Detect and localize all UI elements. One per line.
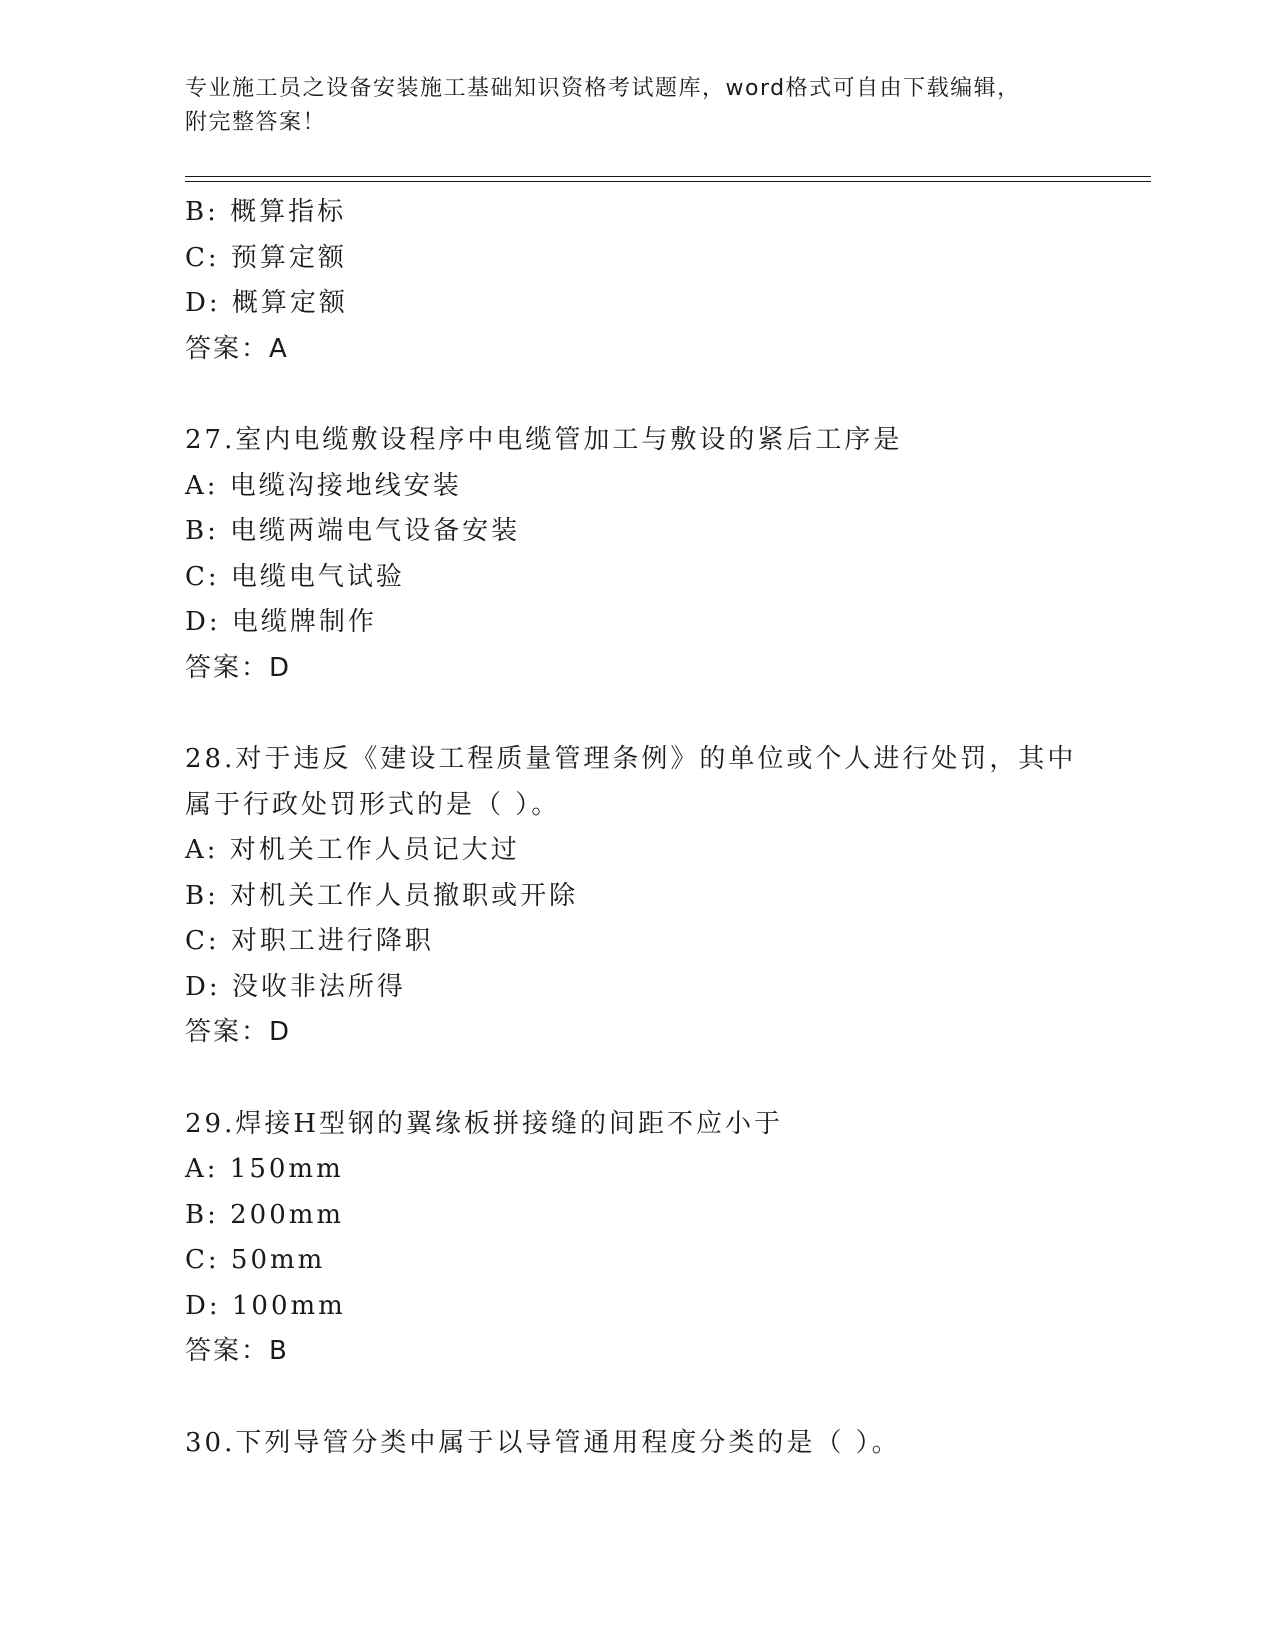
- option-b: B: 电缆两端电气设备安装: [185, 516, 521, 546]
- spacer: [185, 691, 1151, 737]
- option-d: D: 没收非法所得: [185, 971, 406, 1002]
- question-block-prev: [185, 190, 1151, 372]
- spacer: [185, 372, 1151, 418]
- spacer: [185, 1056, 1151, 1102]
- question-block-30: [185, 1421, 1151, 1467]
- question-stem: 29.焊接H型钢的翼缘板拼接缝的间距不应小于: [185, 1108, 784, 1139]
- option-d: D: 电缆牌制作: [185, 607, 377, 637]
- spacer: [185, 1375, 1151, 1421]
- answer-line: 答案：A: [185, 333, 289, 364]
- option-a: A: 150mm: [185, 1154, 344, 1184]
- option-a: A: 对机关工作人员记大过: [185, 835, 520, 865]
- header-line-1: 专业施工员之设备安装施工基础知识资格考试题库，word格式可自由下载编辑，: [185, 76, 1021, 101]
- option-b: B: 对机关工作人员撤职或开除: [185, 880, 579, 911]
- question-list: [185, 190, 1151, 1466]
- question-stem-continued: 属于行政处罚形式的是（ ）。: [185, 789, 561, 820]
- answer-line: 答案：D: [185, 652, 292, 683]
- option-c: C: 预算定额: [185, 242, 347, 273]
- answer-line: 答案：D: [185, 1017, 292, 1047]
- option-c: C: 50mm: [185, 1245, 326, 1275]
- header-line-2: 附完整答案！: [185, 110, 327, 135]
- option-a: A: 电缆沟接地线安装: [185, 470, 462, 501]
- option-b: B: 概算指标: [185, 197, 347, 227]
- answer-line: 答案：B: [185, 1336, 289, 1366]
- option-c: C: 对职工进行降职: [185, 926, 434, 956]
- question-stem: 27.室内电缆敷设程序中电缆管加工与敷设的紧后工序是: [185, 425, 903, 455]
- question-block-28: [185, 737, 1151, 1056]
- option-d: D: 100mm: [185, 1290, 346, 1321]
- document-header: [185, 72, 1085, 140]
- option-c: C: 电缆电气试验: [185, 561, 405, 592]
- header-divider-bottom: [185, 181, 1151, 182]
- question-block-29: [185, 1102, 1151, 1375]
- header-divider-top: [185, 176, 1151, 177]
- question-stem: 30.下列导管分类中属于以导管通用程度分类的是（ ）。: [185, 1427, 901, 1458]
- option-d: D: 概算定额: [185, 288, 348, 318]
- question-stem: 28.对于违反《建设工程质量管理条例》的单位或个人进行处罚，其中: [185, 744, 1077, 774]
- option-b: B: 200mm: [185, 1199, 345, 1230]
- question-block-27: [185, 418, 1151, 691]
